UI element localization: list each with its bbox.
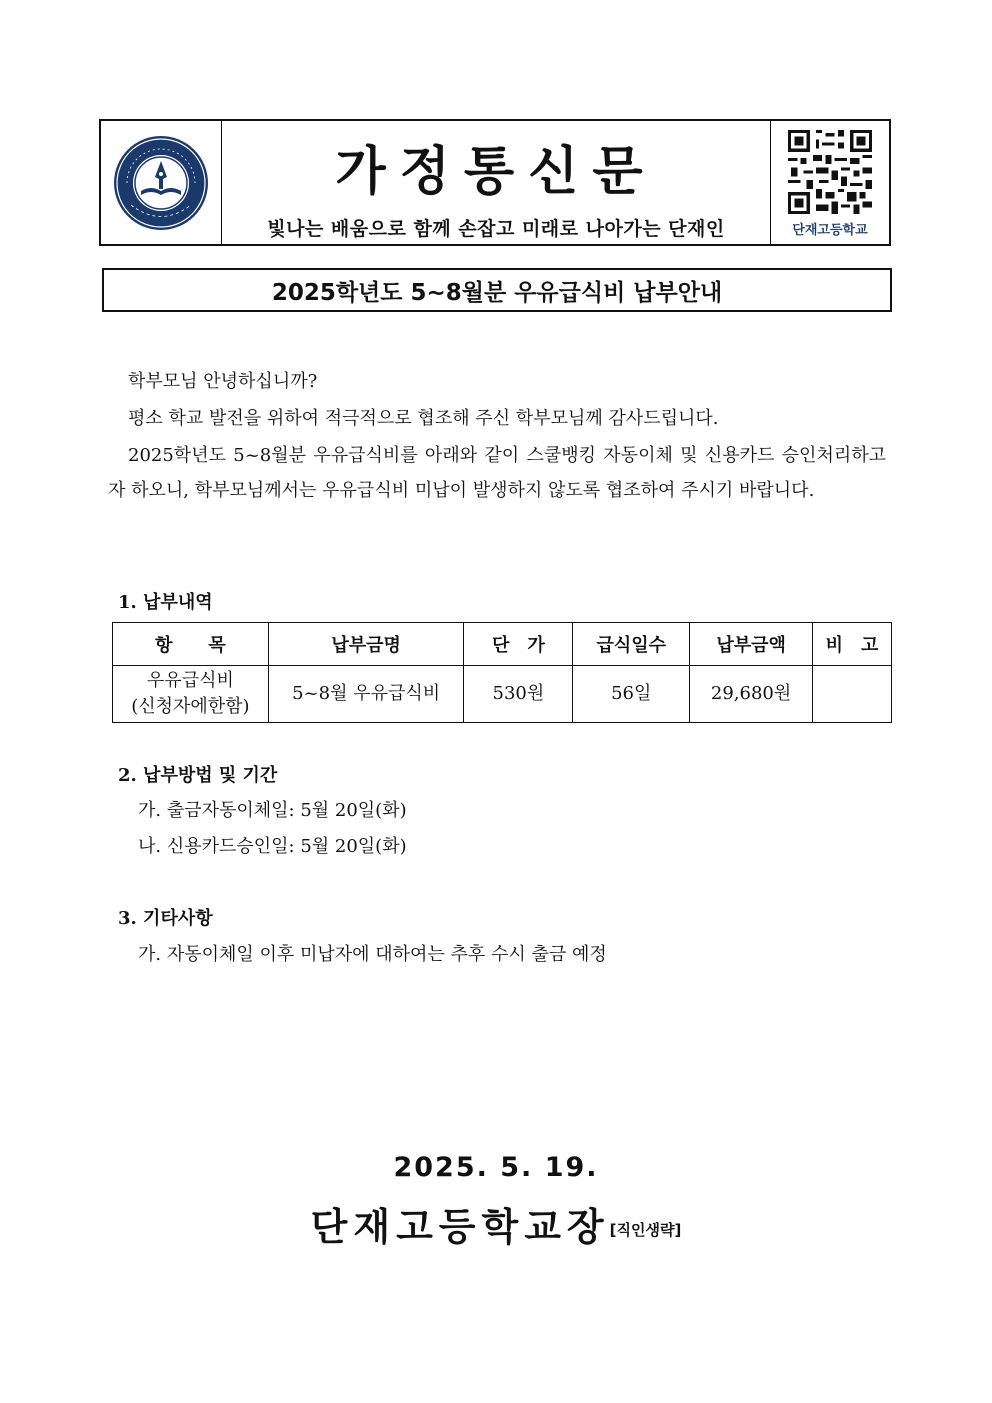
cell-note xyxy=(813,666,892,723)
col-header-amount: 납부금액 xyxy=(690,623,813,666)
thanks-text: 평소 학교 발전을 위하여 적극적으로 협조해 주신 학부모님께 감사드립니다. xyxy=(128,408,719,429)
cell-item xyxy=(113,666,269,723)
card-approval-date: 나. 신용카드승인일: 5월 20일(화) xyxy=(138,836,407,857)
section-payment-method-title: 2. 납부방법 및 기간 xyxy=(118,765,278,786)
qr-cell xyxy=(770,121,889,244)
greeting-text: 학부모님 안녕하십니까? xyxy=(128,371,318,392)
col-header-days: 급식일수 xyxy=(573,623,690,666)
qr-code-icon[interactable] xyxy=(782,127,878,217)
principal-signature xyxy=(0,1196,992,1251)
issue-date: 2025. 5. 19. xyxy=(393,1152,599,1183)
school-logo-cell xyxy=(101,121,222,244)
notice-title: 2025학년도 5~8월분 우유급식비 납부안내 xyxy=(102,268,892,312)
cell-item-line2: (신청자에한함) xyxy=(131,696,250,717)
cell-item-line1: 우유급식비 xyxy=(146,670,234,691)
col-header-item: 항 목 xyxy=(113,623,269,666)
header-title-cell xyxy=(222,121,770,244)
main-text: 2025학년도 5~8월분 우유급식비를 아래와 같이 스쿨뱅킹 자동이체 및 신용카드 승인처리하고자 하오니, 학부모님께서는 우유급식비 미납이 발생하지 않도록 협조하여 주시기 바랍니다. xyxy=(108,445,886,501)
newsletter-title: 가정통신문 xyxy=(335,141,657,202)
newsletter-header xyxy=(99,119,891,246)
table-header-row xyxy=(113,623,892,666)
seal-omitted: [직인생략] xyxy=(609,1221,682,1239)
auto-transfer-date: 가. 출금자동이체일: 5월 20일(화) xyxy=(138,800,407,821)
cell-amount: 29,680원 xyxy=(690,666,813,723)
other-note: 가. 자동이체일 이후 미납자에 대하여는 추후 수시 출금 예정 xyxy=(138,944,607,965)
qr-label: 단재고등학교 xyxy=(792,223,868,238)
school-logo-icon xyxy=(111,133,211,233)
cell-unit-price: 530원 xyxy=(464,666,573,723)
cell-fee-name: 5~8월 우유급식비 xyxy=(268,666,464,723)
cell-days: 56일 xyxy=(573,666,690,723)
principal-name: 단재고등학교장 xyxy=(310,1205,610,1249)
col-header-note: 비 고 xyxy=(813,623,892,666)
section-other-title: 3. 기타사항 xyxy=(118,908,213,929)
col-header-unit-price: 단 가 xyxy=(464,623,573,666)
col-header-fee-name: 납부금명 xyxy=(268,623,464,666)
table-row xyxy=(113,666,892,723)
payment-table xyxy=(112,622,892,723)
school-slogan: 빛나는 배움으로 함께 손잡고 미래로 나아가는 단재인 xyxy=(267,217,725,240)
section-payment-details-title: 1. 납부내역 xyxy=(118,592,213,613)
